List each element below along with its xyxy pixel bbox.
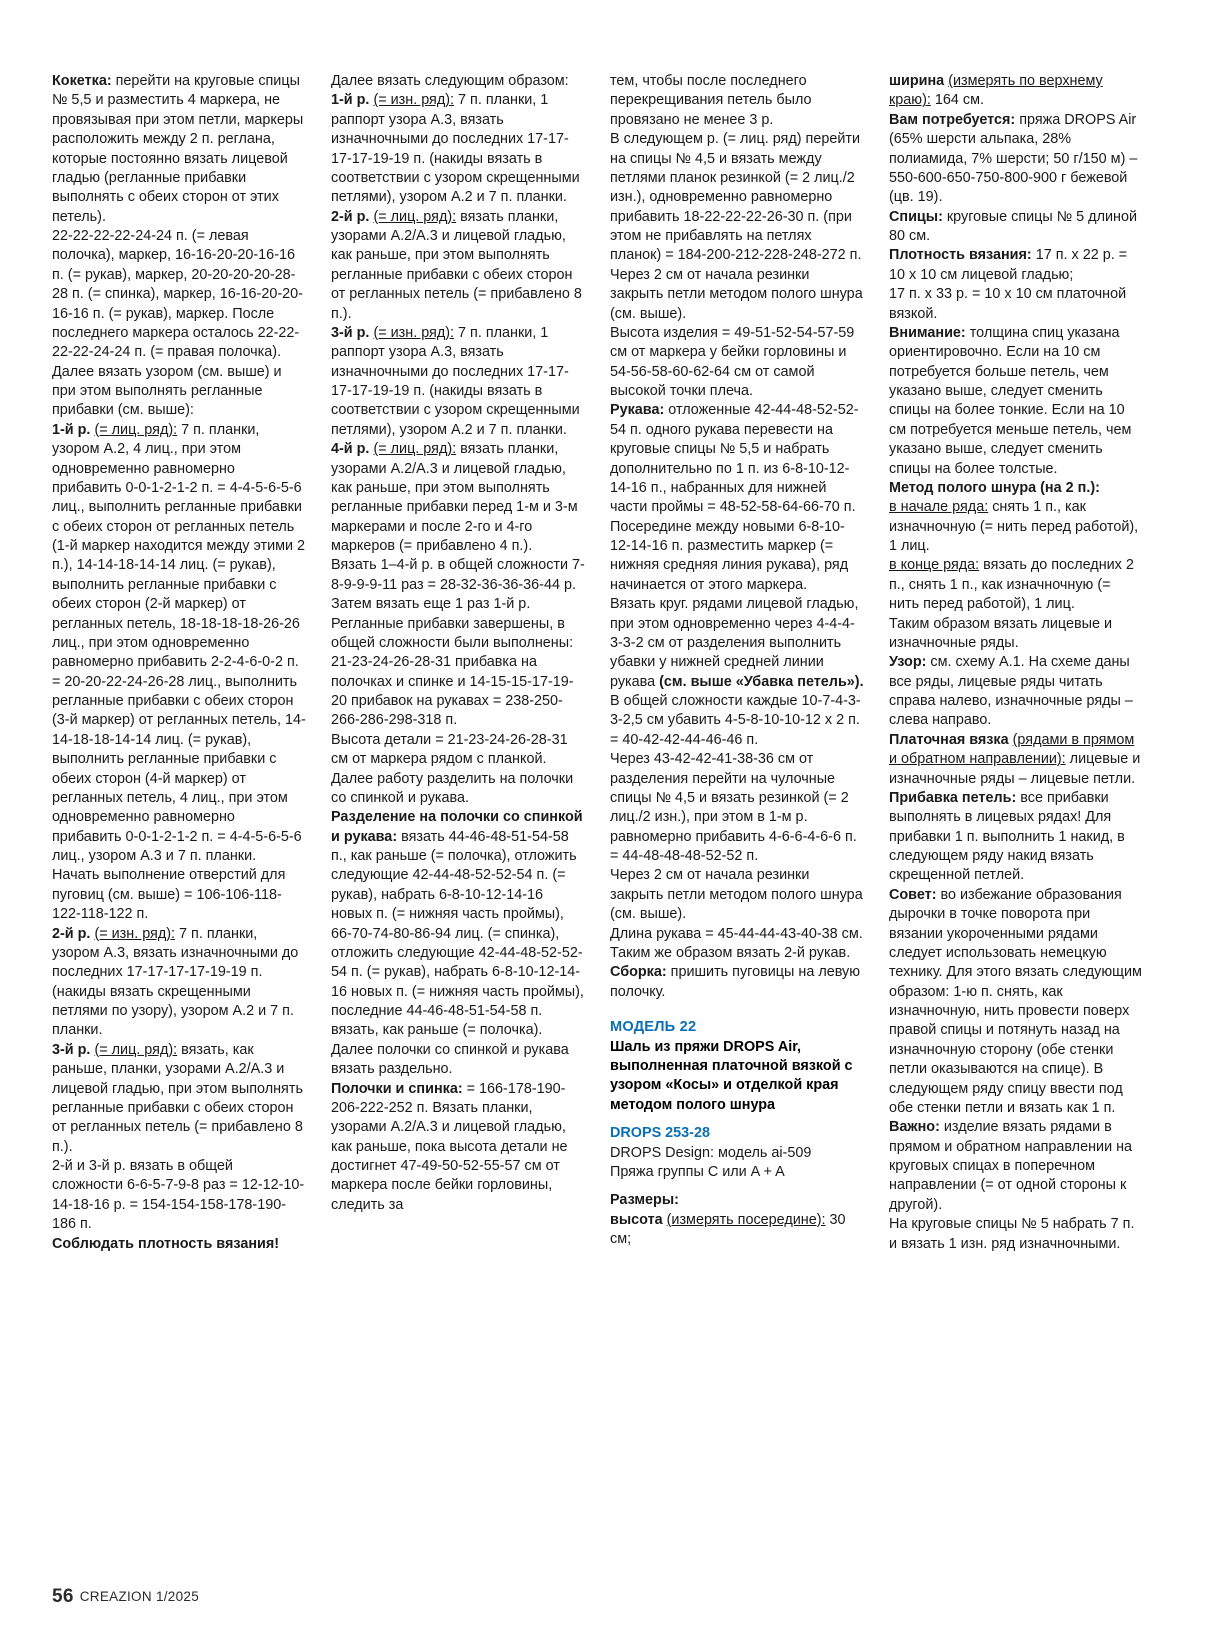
page-number: 56	[52, 1586, 74, 1607]
paragraph-division	[331, 808, 586, 1041]
pattern	[889, 653, 1144, 731]
row-3	[331, 324, 586, 440]
page-footer	[52, 1586, 199, 1608]
spacer	[610, 1002, 865, 1018]
paragraph-sleeve-length: Длина рукава = 45-44-44-43-40-38 см. Таким же образом вязать 2-й рукав.	[610, 925, 863, 961]
paragraph-stitch-distribution: 22-22-22-22-24-24 п. (= левая полочка), маркер, 16-16-20-20-16-16 п. (= рукав), маркер, 20-20-20-20-28-28 п. (= спинка), маркер, 16-16-20-20-16-16 п. (= рукав), маркер. После последнего маркера осталось 22-22-22-22-24-24 п. (= правая полочка).	[52, 228, 303, 361]
attention-text: толщина спиц указана ориентировочно. Если на 10 см потребуется больше петель, чем указано выше, следует сменить спицы на более тонкие. Если на 10 см потребуется меньше петель, чем указано выше, следует сменить спицы на более толстые.	[889, 324, 1132, 477]
icord-end-label: в конце ряда:	[889, 557, 980, 574]
sleeves-text: отложенные 42-44-48-52-52-54 п. одного рукава перевести на круговые спицы № 5,5 и набрать дополнительно по 1 п. из 6-8-10-12-14-16 п., набранных для нижней части проймы = 48-52-58-64-66-70 п.	[610, 402, 859, 516]
paragraph-assembly	[610, 963, 865, 1002]
row-2	[52, 925, 307, 1041]
size-width-label: ширина	[889, 73, 945, 89]
pattern-text: см. схему А.1. На схеме даны все ряды, лицевые ряды читать справа налево, изначночные ряды – слева направо.	[889, 654, 1133, 729]
pattern-label: Узор:	[889, 654, 927, 671]
row-1-label: 1-й р.	[331, 92, 370, 109]
paragraph-buttonholes: Начать выполнение отверстий для пуговиц (см. выше) = 106-106-118-122-118-122 п.	[52, 867, 286, 923]
important	[889, 1118, 1144, 1215]
design-line: DROPS Design: модель ai-509	[610, 1144, 812, 1161]
icord-end	[889, 556, 1144, 614]
paragraph-marker-placement: Посередине между новыми 6-8-10-12-14-16 п. разместить маркер (= нижняя средняя линия рукава), ряд начинается от этого маркера.	[610, 518, 849, 593]
sleeve-dec-text-2: В общей сложности каждые 10-7-4-3-3-2,5 см убавить 4-5-8-10-10-12 х 2 п. = 40-42-42-44-46-46 п.	[610, 693, 861, 748]
size-width-note: (измерять по верхнему краю):	[889, 73, 1103, 109]
icord-start-text: снять 1 п., как изначночную (= нить перед работой), 1 лиц.	[889, 499, 1139, 554]
attention	[889, 324, 1144, 479]
row-1-text: 7 п. планки, 1 раппорт узора А.3, вязать изначночными до последних 17-17-17-17-19-19 п. (накиды вязать в соответствии с узором скрещенными петлями), узором А.2 и 7 п. планки.	[331, 92, 580, 206]
important-text: изделие вязать рядами в прямом и обратном направлении на круговых спицах в поперечном направлении (= от одной стороны к другой).	[889, 1119, 1133, 1213]
paragraph-piece-height: Высота детали = 21-23-24-26-28-31 см от маркера рядом с планкой. Далее работу разделить на полочки со спинкой и рукава.	[331, 731, 574, 806]
tip-label: Совет:	[889, 886, 937, 903]
paragraph-body	[331, 1080, 586, 1216]
paragraph-sleeve-decreases	[610, 595, 865, 750]
gauge-label: Плотность вязания:	[889, 247, 1032, 264]
row-2-label: 2-й р.	[331, 208, 370, 225]
materials-label: Вам потребуется:	[889, 111, 1016, 128]
size-height-value: 30 см;	[610, 1211, 846, 1247]
needles-text: круговые спицы № 5 длиной 80 см.	[889, 208, 1138, 244]
column-1	[52, 72, 307, 1522]
division-text: вязать 44-46-48-51-54-58 п., как раньше (= полочка), отложить следующие 42-44-48-52-52-54 п. (= рукав), набрать 6-8-10-12-14-16 новых п. (= нижняя часть проймы), 66-70-74-80-86-94 лиц. (= спинка), отложить следующие 42-44-48-52-52-54 п. (= рукав), набрать 6-8-10-12-14-16 новых п. (= нижняя часть проймы), последние 44-46-48-51-54-58 п. вязать, как раньше (= полочка).	[331, 828, 584, 1039]
sizes-label: Размеры:	[610, 1192, 679, 1209]
body-text: = 166-178-190-206-222-252 п. Вязать планки, узорами А.2/А.3 и лицевой гладью, как раньше, пока высота детали не достигнет 47-49-50-52-55-57 см от маркера после бейки горловины, следить за	[331, 1080, 568, 1213]
needles-label: Спицы:	[889, 208, 943, 225]
size-width	[889, 72, 1144, 111]
paragraph-raglan-done: Затем вязать еще 1 раз 1-й р. Регланные прибавки завершены, в общей сложности были выполнены: 21-23-24-26-28-31 прибавка на полочках и спинке и 14-15-15-17-19-20 прибавок на рукавах = 238-250-266-286-298-318 п.	[331, 596, 574, 729]
icord-heading: Метод полого шнура (на 2 п.):	[889, 479, 1100, 496]
row-3-label: 3-й р.	[52, 1041, 91, 1058]
sleeve-dec-ref: (см. выше «Убавка петель»).	[659, 673, 864, 690]
tip	[889, 886, 1144, 1119]
row-1	[331, 91, 586, 207]
paragraph-total-repeats: Вязать 1–4-й р. в общей сложности 7-8-9-9-9-11 раз = 28-32-36-36-36-44 р.	[331, 557, 585, 593]
paragraph-total-height: Высота изделия = 49-51-52-54-57-59 см от маркера у бейки горловины и 54-56-58-60-62-64 см от самой высокой точки плеча.	[610, 324, 855, 399]
footer-title: CREAZION 1/2025	[79, 1589, 200, 1604]
column-4	[889, 72, 1144, 1522]
paragraph-sleeves	[610, 401, 865, 517]
row-2-label: 2-й р.	[52, 925, 91, 942]
paragraph-gauge-warning: Соблюдать плотность вязания!	[52, 1235, 280, 1252]
yarn-group: Пряжа группы C или A + A	[610, 1163, 785, 1180]
design-code: DROPS 253-28	[610, 1125, 710, 1142]
increases-label: Прибавка петель:	[889, 789, 1017, 806]
paragraph-sleeve-rib: Через 43-42-42-41-38-36 см от разделения перейти на чулочные спицы № 4,5 и вязать резинкой (= 2 лиц./2 изн.), при этом в 1-м р. равномерно прибавить 4-6-6-4-6-6 п. = 44-48-48-48-52-52 п.	[610, 751, 857, 864]
row-4-note: (= лиц. ряд):	[373, 441, 457, 458]
icord-end-text: вязать до последних 2 п., снять 1 п., как изначночную (= нить перед работой), 1 лиц.	[889, 557, 1134, 613]
spacer	[610, 1115, 865, 1124]
yoke-text: перейти на круговые спицы № 5,5 и разместить 4 маркера, не провязывая при этом петли, маркеры расположить между 2 п. реглана, которые постоянно вязать лицевой гладью (регланные прибавки выполнять с обеих сторон от этих петель).	[52, 73, 304, 225]
row-2-text: 7 п. планки, узором А.3, вязать изначночными до последних 17-17-17-17-19-19 п. (накиды вязать скрещенными петлями по узору), узором А.2 и 7 п. планки.	[52, 925, 299, 1039]
paragraph-repeat-count: 2-й и 3-й р. вязать в общей сложности 6-6-5-7-9-8 раз = 12-12-10-14-18-16 р. = 154-154-158-178-190-186 п.	[52, 1158, 305, 1233]
row-3-text: вязать, как раньше, планки, узорами А.2/А.3 и лицевой гладью, при этом выполнять регланные прибавки с обеих сторон от регланных петель (= прибавлено 8 п.).	[52, 1041, 303, 1155]
row-2	[331, 208, 586, 324]
row-3-label: 3-й р.	[331, 324, 370, 341]
icord-start-label: в начале ряда:	[889, 499, 989, 516]
materials	[889, 111, 1144, 208]
row-3-note: (= лиц. ряд):	[94, 1041, 178, 1058]
paragraph-pattern-note: Далее вязать узором (см. выше) и при этом выполнять регланные прибавки (см. выше):	[52, 363, 282, 419]
garter-note: (рядами в прямом и обратном направлении):	[889, 731, 1135, 768]
yoke-label: Кокетка:	[52, 73, 112, 89]
cast-on: На круговые спицы № 5 набрать 7 п. и вязать 1 изн. ряд изначночными.	[889, 1216, 1135, 1252]
paragraph-bindoff: Через 2 см от начала резинки закрыть петли методом полого шнура (см. выше).	[610, 266, 863, 322]
paragraph-continued: тем, чтобы после последнего перекрещивания петель было провязано не менее 3 р.	[610, 73, 812, 128]
paragraph-sleeve-bindoff: Через 2 см от начала резинки закрыть петли методом полого шнура (см. выше).	[610, 867, 863, 923]
row-1-text: 7 п. планки, узором А.2, 4 лиц., при этом одновременно равномерно прибавить 0-0-1-2-1-2 п. = 4-4-5-6-5-6 лиц., выполнить регланные прибавки с обеих сторон от регланных петель (1-й маркер находится между этими 2 п.), 14-14-18-14-14 лиц. (= рукав), выполнить регланные прибавки с обеих сторон (2-й маркер) от регланных петель, 18-18-18-18-26-26 лиц., при этом одновременно равномерно прибавить 2-2-4-6-0-2 п. = 20-20-22-24-26-28 лиц., выполнить регланные прибавки с обеих сторон (3-й маркер) от регланных петель, 14-14-18-18-14-14 лиц. (= рукав), выполнить регланные прибавки с обеих сторон (4-й маркер) от регланных петель, 4 лиц., при этом одновременно равномерно прибавить 0-0-1-2-1-2 п. = 4-4-5-6-5-6 лиц., узором А.3 и 7 п. планки.	[52, 421, 306, 864]
column-2	[331, 72, 586, 1522]
row-2-note: (= изн. ряд):	[94, 925, 176, 942]
body-label: Полочки и спинка:	[331, 1080, 463, 1097]
paragraph-separate: Далее полочки со спинкой и рукава вязать раздельно.	[331, 1041, 569, 1078]
garter-label: Платочная вязка	[889, 731, 1009, 748]
size-height	[610, 1211, 865, 1250]
size-width-value: 164 см.	[930, 92, 984, 109]
text-columns	[52, 72, 1159, 1522]
gauge-text: 17 п. х 22 р. = 10 х 10 см лицевой гладью;	[889, 247, 1128, 283]
tip-text: во избежание образования дырочки в точке поворота при вязании укороченными рядами следует использовать немецкую технику. Для этого вязать следующим образом: 1-ю п. снять, как изначночную, нить провести поверх правой спицы и потянуть назад на изначночную сторону (обе стенки петли оказываются на спице). В следующем ряду спицу ввести под обе стенки петли и вязать как 1 п.	[889, 886, 1142, 1116]
gauge	[889, 246, 1144, 285]
garter	[889, 731, 1144, 789]
garter-text: лицевые и изначночные ряды – лицевые петли.	[889, 751, 1141, 787]
materials-text: пряжа DROPS Air (65% шерсти альпака, 28% полиамида, 7% шерсти; 50 г/150 м) – 550-600-650-750-800-900 г бежевой (цв. 19).	[889, 111, 1138, 206]
increases-text: все прибавки выполнять в лицевых рядах! Для прибавки 1 п. выполнить 1 накид, в следующем ряду накид вязать скрещенной петлей.	[889, 789, 1125, 884]
row-3-note: (= изн. ряд):	[373, 324, 455, 341]
model-title: Шаль из пряжи DROPS Air, выполненная платочной вязкой с узором «Косы» и отделкой края методом полого шнура	[610, 1038, 853, 1113]
size-height-note: (измерять посередине):	[666, 1211, 826, 1228]
row-1-note: (= лиц. ряд):	[94, 421, 178, 438]
gauge-2: 17 п. х 33 р. = 10 х 10 см платочной вязкой.	[889, 286, 1127, 322]
paragraph-rib-transition: В следующем р. (= лиц. ряд) перейти на спицы № 4,5 и вязать между петлями планок резинкой (= 2 лиц./2 изн.), одновременно равномерно прибавить 18-22-22-22-26-30 п. (при этом не прибавлять на петлях планок) = 184-200-212-228-248-272 п.	[610, 131, 862, 264]
model-number: МОДЕЛЬ 22	[610, 1019, 697, 1035]
row-4	[331, 440, 586, 556]
assembly-label: Сборка:	[610, 964, 667, 981]
row-1	[52, 421, 307, 867]
row-2-note: (= лиц. ряд):	[373, 208, 457, 225]
increases	[889, 789, 1144, 886]
row-1-note: (= изн. ряд):	[373, 92, 455, 109]
paragraph-continue: Далее вязать следующим образом:	[331, 73, 569, 89]
size-height-label: высота	[610, 1211, 663, 1228]
spacer	[610, 1182, 865, 1191]
paragraph-yoke	[52, 72, 307, 227]
division-label: Разделение на полочки со спинкой и рукава:	[331, 809, 583, 845]
attention-label: Внимание:	[889, 324, 966, 341]
needles	[889, 208, 1144, 247]
assembly-text: пришить пуговицы на левую полочку.	[610, 964, 861, 1000]
icord-start	[889, 498, 1144, 556]
column-3	[610, 72, 865, 1522]
row-3	[52, 1041, 307, 1157]
important-label: Важно:	[889, 1119, 940, 1136]
row-2-text: вязать планки, узорами А.2/А.3 и лицевой гладью, как раньше, при этом выполнять регланные прибавки с обеих сторон от регланных петель (= прибавлено 8 п.).	[331, 208, 582, 322]
sleeve-dec-text: Вязать круг. рядами лицевой гладью, при этом одновременно через 4-4-4-3-3-2 см от разделения выполнить убавки у нижней средней линии рукава	[610, 596, 859, 690]
row-4-label: 4-й р.	[331, 441, 370, 458]
row-4-text: вязать планки, узорами А.2/А.3 и лицевой гладью, как раньше, при этом выполнять регланные прибавки перед 1-м и 3-м маркерами и после 2-го и 4-го маркеров (= прибавлено 4 п.).	[331, 441, 578, 554]
row-1-label: 1-й р.	[52, 421, 91, 438]
row-3-text: 7 п. планки, 1 раппорт узора А.3, вязать изначночными до последних 17-17-17-17-19-19 п. (накиды вязать в соответствии с узором скрещенными петлями), узором А.2 и 7 п. планки.	[331, 324, 580, 438]
sleeves-label: Рукава:	[610, 402, 665, 419]
icord-tail: Таким образом вязать лицевые и изначночные ряды.	[889, 615, 1112, 651]
